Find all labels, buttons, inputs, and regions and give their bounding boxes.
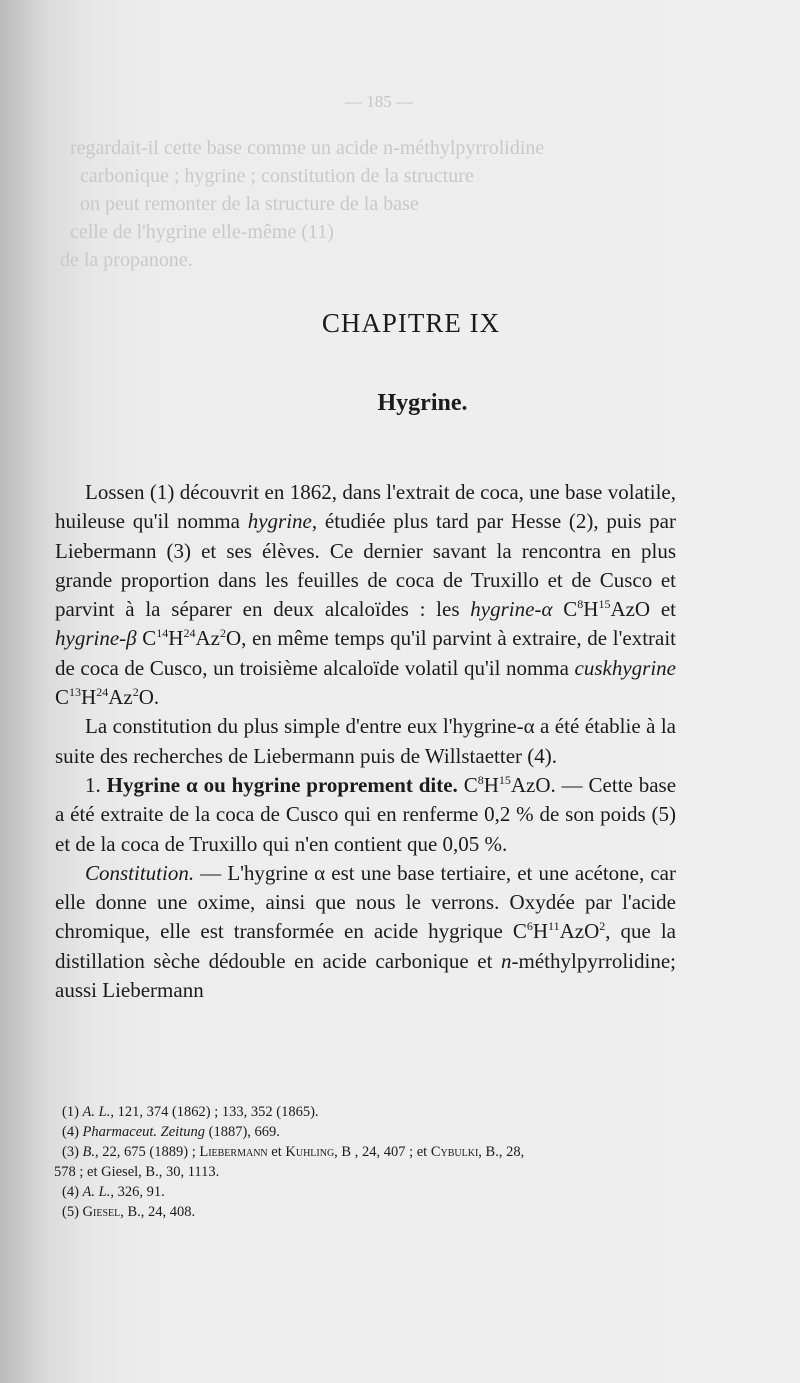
italic-term: cuskhygrine: [574, 655, 676, 680]
paragraph-constitution: [55, 859, 676, 1005]
formula-part: H: [168, 626, 184, 651]
italic-term: n: [501, 948, 512, 973]
author-name: Cybulki: [430, 1144, 479, 1160]
footnote: [62, 1142, 682, 1162]
chemical-formula: [513, 919, 605, 943]
formula-sup: 2: [132, 685, 139, 700]
formula-part: C: [563, 597, 578, 622]
author-name: Liebermann: [199, 1144, 268, 1160]
italic-term: hygrine-α: [470, 597, 553, 622]
footnote-number: (4): [62, 1184, 79, 1200]
footnote: [62, 1202, 682, 1222]
author-name: Kuhling: [285, 1144, 335, 1160]
footnote-ref: Pharmaceut. Zeitung: [82, 1124, 205, 1140]
italic-heading: Constitution.: [85, 860, 195, 885]
bleed-line: celle de l'hygrine elle-même (11): [70, 221, 334, 243]
formula-part: H: [583, 597, 599, 622]
footnote-ref: A. L.: [82, 1184, 111, 1200]
footnote: [62, 1122, 682, 1142]
body-text: [55, 478, 676, 1005]
formula-part: AzO: [610, 597, 651, 622]
bleed-line: de la propanone.: [60, 249, 193, 271]
formula-sup: 8: [477, 772, 484, 787]
paragraph-hygrine-alpha: [55, 771, 676, 859]
text-run: , que la distillation sèche dédouble en acide carbonique et: [55, 919, 676, 973]
binding-shadow: [0, 0, 45, 1383]
footnote-text: , 22, 675 (1889) ;: [95, 1144, 200, 1160]
footnotes: [54, 1102, 682, 1222]
section-title: Hygrine.: [377, 390, 468, 416]
formula-part: C: [142, 626, 157, 651]
formula-part: Az: [195, 626, 220, 651]
formula-part: O: [225, 626, 242, 651]
footnote-number: (1): [62, 1104, 79, 1120]
footnote-number: (4): [62, 1124, 79, 1140]
formula-sup: 14: [156, 626, 169, 641]
footnote-text: , B., 24, 408.: [120, 1204, 196, 1220]
formula-part: Az: [108, 685, 133, 710]
italic-term: hygrine-β: [55, 626, 137, 651]
text-run: Lossen (1) découvrit en 1862, dans l'extrait de coca, une base volatile, huileuse qu'il nomma: [55, 480, 676, 534]
chemical-formula: [55, 685, 159, 709]
footnote-ref: Giesel: [82, 1204, 121, 1220]
formula-part: AzO. —: [510, 772, 583, 797]
formula-part: C: [512, 919, 527, 944]
section-number: 1.: [85, 772, 101, 797]
formula-part: AzO: [559, 919, 600, 944]
formula-part: H: [483, 772, 499, 797]
text-run: , en même temps qu'il parvint à extraire, de l'extrait de coca de Cusco, un troisième alcaloïde volatil qu'il nomma: [55, 626, 677, 680]
bleed-through-page-number: — 185 —: [345, 92, 413, 111]
footnote-number: (3): [62, 1144, 79, 1160]
formula-part: H: [532, 919, 549, 944]
paragraph-constitution-history: La constitution du plus simple d'entre eux l'hygrine-α a été établie à la suite des recherches de Liebermann puis de Willstaetter (4).: [55, 714, 676, 768]
footnote-text: , B., 28,: [478, 1144, 525, 1160]
formula-sup: 11: [548, 919, 560, 934]
formula-part: C: [55, 685, 70, 710]
chemical-formula: [142, 626, 241, 650]
formula-part: O.: [138, 685, 160, 710]
footnote-text: (1887), 669.: [204, 1124, 280, 1140]
bleed-through-text: [60, 134, 545, 274]
bleed-line: carbonique ; hygrine ; constitution de la structure: [80, 165, 474, 187]
italic-term: hygrine: [247, 509, 312, 534]
chemical-formula: [464, 773, 583, 797]
footnote: [62, 1102, 682, 1122]
formula-sup: 6: [526, 919, 533, 934]
formula-part: H: [81, 685, 97, 710]
chapter-heading: CHAPITRE IX: [321, 308, 501, 338]
formula-sup: 13: [69, 685, 82, 700]
bleed-line: regardait-il cette base comme un acide n-méthylpyrrolidine: [70, 137, 545, 159]
footnote-text: , 121, 374 (1862) ; 133, 352 (1865).: [110, 1104, 319, 1120]
text-run: — L'hygrine α est une base tertiaire, et une acétone, car elle donne une oxime, ainsi que nous le verrons. Oxydée par l'acide chromique, elle est transformée en acide hygrique: [55, 860, 676, 944]
footnote-text: et: [267, 1144, 286, 1160]
formula-sup: 2: [599, 919, 606, 934]
footnote-continuation: 578 ; et Giesel, B., 30, 1113.: [54, 1164, 220, 1180]
formula-sup: 2: [219, 626, 226, 641]
text-run: et: [650, 597, 677, 622]
formula-sup: 24: [183, 626, 196, 641]
chemical-formula: [563, 597, 650, 621]
formula-sup: 15: [598, 597, 611, 612]
footnote: [62, 1182, 682, 1202]
footnote-ref: A. L.: [82, 1104, 111, 1120]
footnote-number: (5): [62, 1204, 79, 1220]
text-run: Cette base a été extraite de la coca de Cusco qui en renferme 0,2 % de son poids (5) et de la coca de Truxillo qui n'en contient que 0,05 %.: [55, 772, 677, 856]
paragraph-intro: [55, 478, 676, 712]
subsection-heading: Hygrine α ou hygrine proprement dite.: [106, 772, 458, 797]
footnote-ref: B.: [82, 1144, 96, 1160]
footnote-text: , B , 24, 407 ; et: [334, 1144, 431, 1160]
formula-part: C: [463, 772, 478, 797]
text-run: , étudiée plus tard par Hesse (2), puis par Liebermann (3) et ses élèves. Ce dernier savant la rencontra en plus grande proportion dans les feuilles de coca de Truxillo et de Cusco et parvint à la séparer en deux alcaloïdes : les: [55, 509, 676, 622]
bleed-line: on peut remonter de la structure de la base: [80, 193, 419, 215]
formula-sup: 15: [498, 772, 511, 787]
formula-sup: 8: [577, 597, 584, 612]
footnote-text: , 326, 91.: [110, 1184, 165, 1200]
text-run: -méthylpyrrolidine; aussi Liebermann: [55, 948, 676, 1003]
formula-sup: 24: [96, 685, 109, 700]
